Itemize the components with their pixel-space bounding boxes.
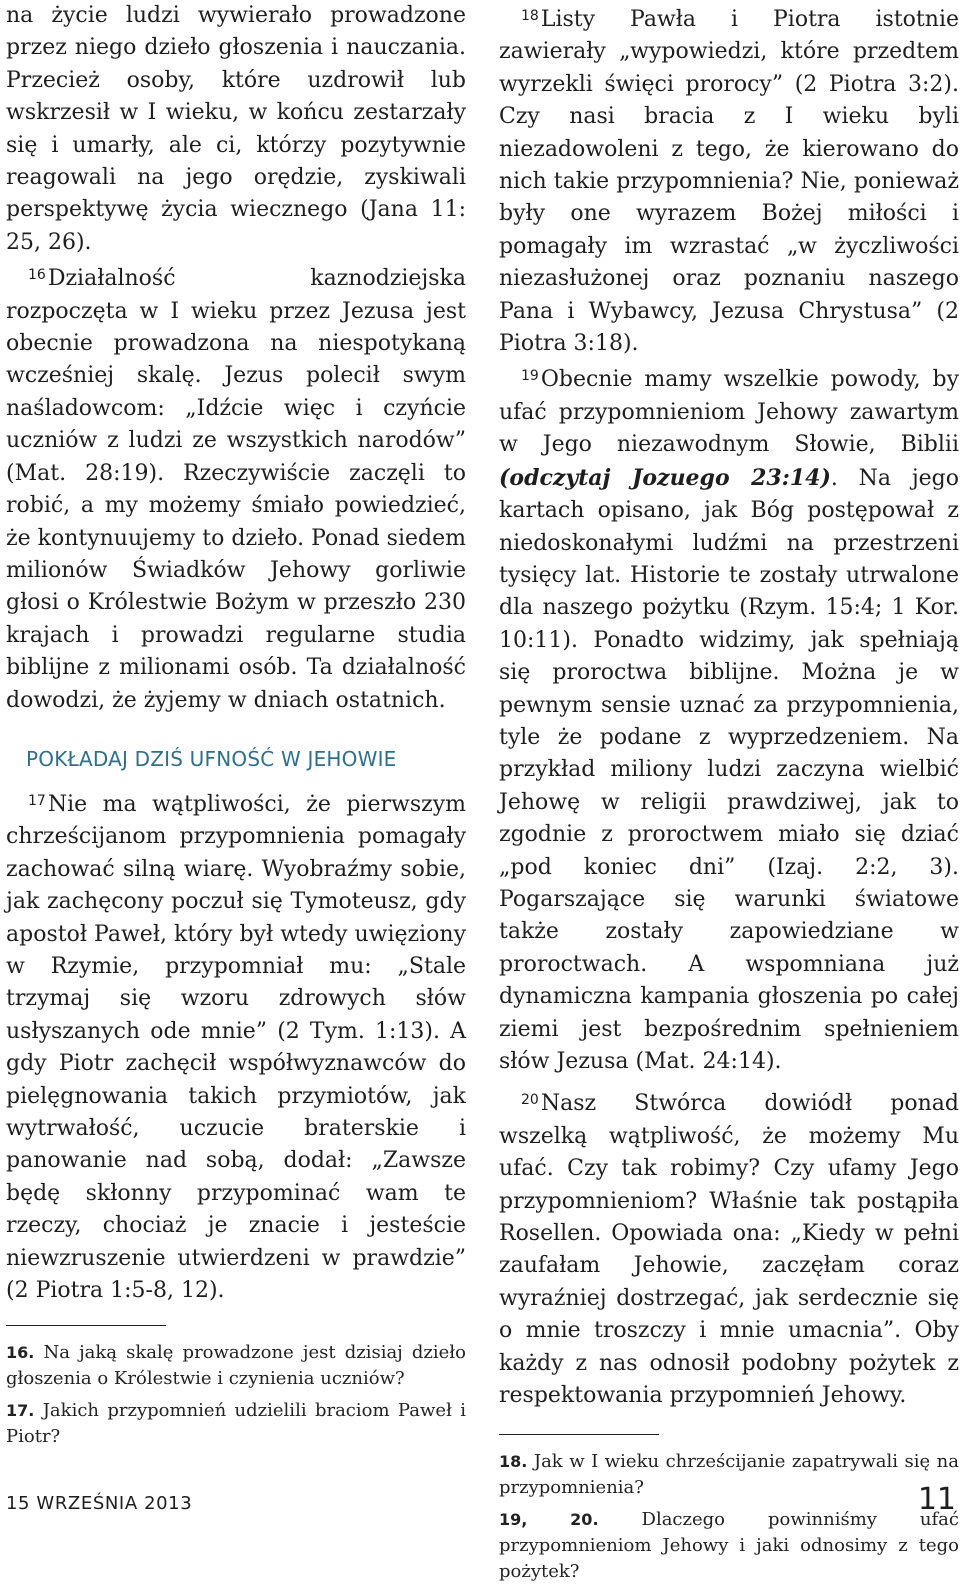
paragraph-18: [499, 0, 959, 360]
study-question-17: [6, 1398, 466, 1450]
paragraph-text: Listy Pawła i Piotra istotnie zawierały „wypowiedzi, które przedtem wyrzekli święci prorocy” (2 Piotra 3:2). Czy nasi bracia z I wieku byli niezadowoleni z tego, że kierowano do nich takie przypomnienia? Nie, ponieważ były one wyrazem Bożej miłości i pomagały im wzrastać „w życzliwości niezasłużonej oraz poznaniu naszego Pana i Wybawcy, Jezusa Chrystusa” (2 Piotra 3:18).: [499, 7, 959, 357]
right-column: [499, 0, 959, 1585]
questions-divider: [6, 1325, 166, 1326]
paragraph-number: 17: [28, 792, 46, 809]
question-text: Jakich przypomnień udzielili braciom Paweł i Piotr?: [6, 1400, 466, 1448]
question-number: 16.: [6, 1343, 35, 1363]
left-column: [6, 0, 466, 1450]
paragraph-number: 19: [521, 368, 539, 385]
study-question-18: [499, 1449, 959, 1501]
paragraph-20: [499, 1084, 959, 1412]
paragraph-number: 18: [521, 8, 539, 24]
paragraph-number: 16: [28, 267, 46, 284]
paragraph-text: Nie ma wątpliwości, że pierwszym chrześcijanom przypomnienia pomagały zachować silną wiarę. Wyobraźmy sobie, jak zachęcony poczuł się Tymoteusz, gdy apostoł Paweł, który był wtedy uwięziony w Rzymie, przypomniał mu: „Stale trzymaj się wzoru zdrowych słów usłyszanych ode mnie” (2 Tym. 1:13). A gdy Piotr zachęcił współwyznawców do pielęgnowania takich przymiotów, jak wytrwałość, uczucie braterskie i panowanie nad sobą, dodał: „Zawsze będę skłonny przypominać wam te rzeczy, chociaż je znacie i jesteście niewzruszenie utwierdzeni w prawdzie” (2 Piotra 1:5-8, 12).: [6, 791, 466, 1304]
paragraph-text: Obecnie mamy wszelkie powody, by ufać przypomnieniom Jehowy zawartym w Jego niezawodnym Słowie, Biblii: [499, 367, 959, 458]
page-number: 11: [917, 1482, 956, 1517]
paragraph-text-continued: . Na jego kartach opisano, jak Bóg postępował z niedoskonałymi ludźmi na przestrzeni tysięcy lat. Historie te zostały utrwalone dla naszego pożytku (Rzym. 15:4; 1 Kor. 10:11). Ponadto widzimy, jak spełniają się proroctwa biblijne. Można je w pewnym sensie uznać za przypomnienia, tyle że podane z wyprzedzeniem. Na przykład miliony ludzi zaczyna wielbić Jehowę w religii prawdziwej, jak to zgodnie z proroctwem miało się dziać „pod koniec dni” (Izaj. 2:2, 3). Pogarszające się warunki światowe także zostały zapowiedziane w proroctwach. A wspomniana już dynamiczna kampania głoszenia po całej ziemi jest bezpośrednim spełnieniem słów Jezusa (Mat. 24:14).: [499, 465, 960, 1074]
study-question-16: [6, 1340, 466, 1392]
paragraph-continued: na życie ludzi wywierało prowadzone przez niego dzieło głoszenia i nauczania. Przecież osoby, które uzdrowił lub wskrzesił w I wieku, w końcu zestarzały się i umarły, ale ci, którzy pozytywnie reagowali na jego orędzie, zyskiwali perspektywę życia wiecznego (Jana 11: 25, 26).: [6, 3, 466, 255]
paragraph-number: 20: [521, 1092, 539, 1109]
question-text: Jak w I wieku chrześcijanie zapatrywali się na przypomnienia?: [499, 1451, 959, 1499]
question-text: Dlaczego powinniśmy ufać przypomnieniom Jehowy i jaki odnosimy z tego pożytek?: [499, 1509, 959, 1583]
scripture-reference: (odczytaj Jozuego 23:14): [499, 464, 831, 491]
question-text: Na jaką skalę prowadzone jest dzisiaj dzieło głoszenia o Królestwie i czynienia uczniów?: [6, 1342, 466, 1390]
study-question-19-20: [499, 1507, 959, 1585]
paragraph-16: [6, 259, 466, 717]
paragraph-17: [6, 785, 466, 1308]
issue-date: 15 WRZEŚNIA 2013: [6, 1493, 193, 1514]
paragraph-text: Nasz Stwórca dowiódł ponad wszelką wątpliwość, że możemy Mu ufać. Czy tak robimy? Czy ufamy Jego przypomnieniom? Właśnie tak postąpiła Rosellen. Opowiada ona: „Kiedy w pełni zaufałam Jehowie, zaczęłam coraz wyraźniej dostrzegać, jak serdecznie się o mnie troszczy i mnie umacnia”. Oby każdy z nas odnosił podobny pożytek z respektowania przypomnień Jehowy.: [499, 1091, 959, 1409]
questions-divider: [499, 1434, 659, 1435]
paragraph-text: Działalność kaznodziejska rozpoczęta w I wieku przez Jezusa jest obecnie prowadzona na niespotykaną wcześniej skalę. Jezus polecił swym naśladowcom: „Idźcie więc i czyńcie uczniów z ludzi ze wszystkich narodów” (Mat. 28:19). Rzeczywiście zaczęli to robić, a my możemy śmiało powiedzieć, że kontynuujemy to dzieło. Ponad siedem milionów Świadków Jehowy gorliwie głosi o Królestwie Bożym w przeszło 230 krajach i prowadzi regularne studia biblijne z milionami osób. Ta działalność dowodzi, że żyjemy w dniach ostatnich.: [6, 266, 466, 713]
question-number: 19, 20.: [499, 1510, 599, 1530]
question-number: 17.: [6, 1401, 35, 1421]
paragraph-19: [499, 360, 959, 1078]
question-number: 18.: [499, 1452, 528, 1472]
section-heading: POKŁADAJ DZIŚ UFNOŚĆ W JEHOWIE: [26, 746, 397, 771]
